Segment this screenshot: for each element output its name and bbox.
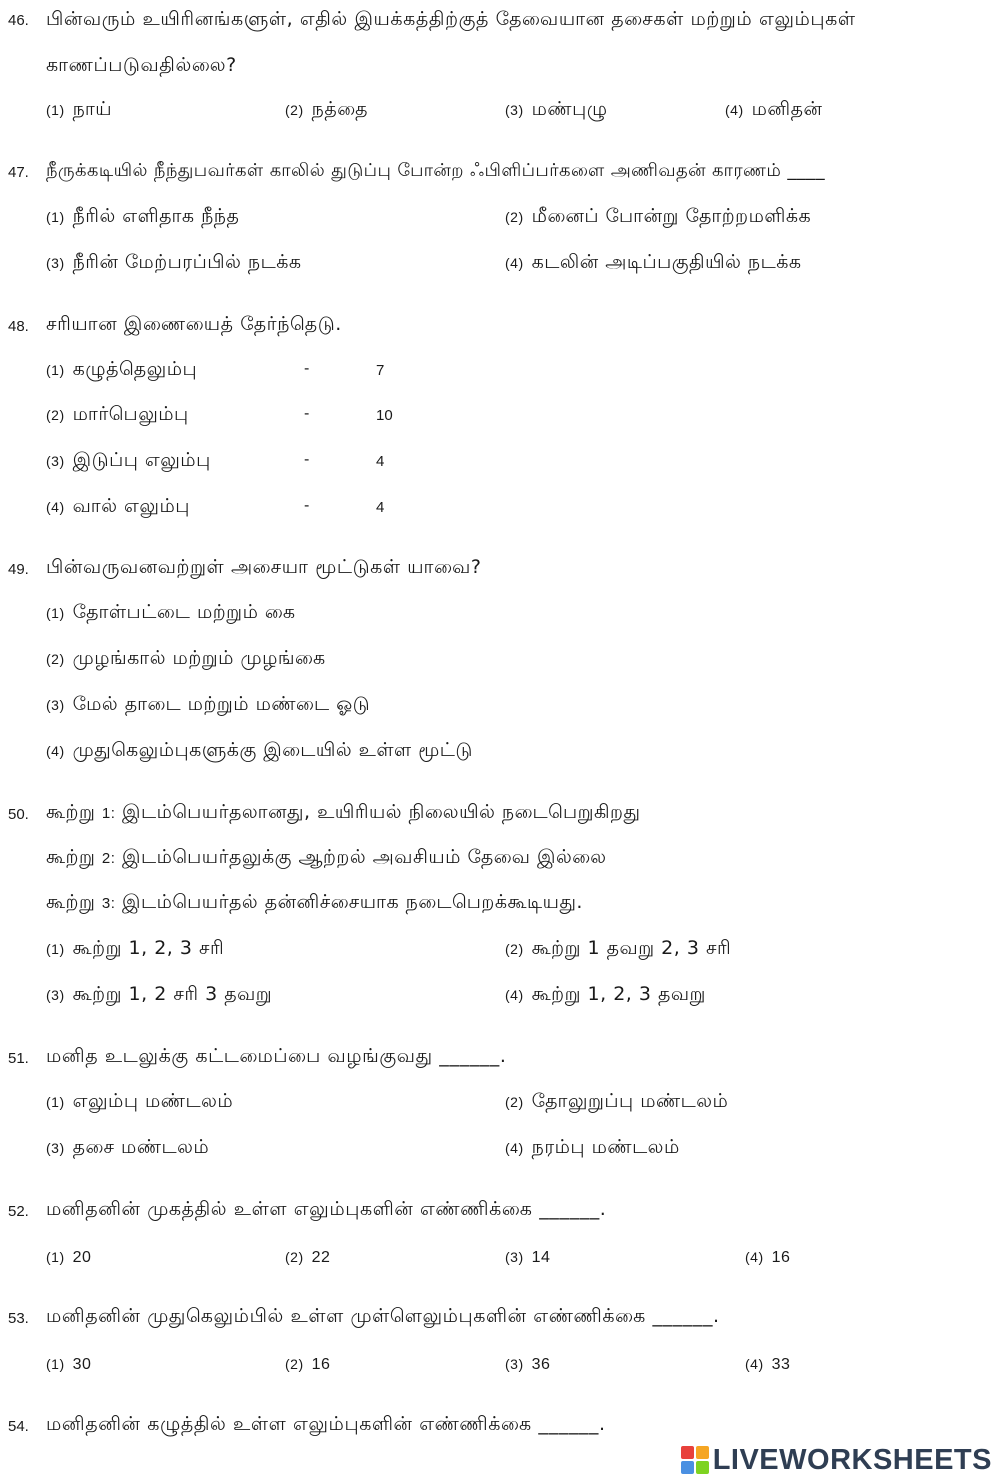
match-value: 7: [376, 362, 385, 379]
match-value: 10: [376, 407, 393, 424]
dash: -: [304, 360, 310, 377]
option: (4) 16: [745, 1249, 791, 1266]
option: (3) மண்புழு: [505, 98, 608, 120]
question-number: 54.: [8, 1418, 29, 1435]
option: (2) தோலுறுப்பு மண்டலம்: [505, 1090, 729, 1112]
option: (2) கூற்று 1 தவறு 2, 3 சரி: [505, 937, 732, 959]
option: (1) எலும்பு மண்டலம்: [46, 1090, 234, 1112]
option: (4) நரம்பு மண்டலம்: [505, 1136, 680, 1158]
option: (3) மேல் தாடை மற்றும் மண்டை ஓடு: [46, 693, 371, 715]
question-stem: சரியான இணையைத் தேர்ந்தெடு.: [46, 313, 342, 335]
question-number: 46.: [8, 12, 29, 29]
question-stem: மனிதனின் முதுகெலும்பில் உள்ள முள்ளெலும்புகளின் எண்ணிக்கை ______.: [46, 1305, 720, 1327]
logo-square-green: [696, 1461, 709, 1474]
option: (2) 16: [285, 1356, 331, 1373]
option: (2) நத்தை: [285, 98, 369, 120]
option: (4) மனிதன்: [725, 98, 823, 120]
option: (3) நீரின் மேற்பரப்பில் நடக்க: [46, 251, 302, 273]
option: (4) கூற்று 1, 2, 3 தவறு: [505, 983, 706, 1005]
logo-mark-icon: [681, 1446, 709, 1474]
match-value: 4: [376, 499, 385, 516]
question-stem-continued: காணப்படுவதில்லை?: [46, 54, 237, 76]
option: (1) 30: [46, 1356, 92, 1373]
question-number: 51.: [8, 1050, 29, 1067]
option: (3) 36: [505, 1356, 551, 1373]
option: (1) கூற்று 1, 2, 3 சரி: [46, 937, 225, 959]
option: (4) முதுகெலும்புகளுக்கு இடையில் உள்ள மூட்டு: [46, 739, 473, 761]
logo-text: LIVEWORKSHEETS: [712, 1443, 992, 1476]
option: (3) கூற்று 1, 2 சரி 3 தவறு: [46, 983, 273, 1005]
option: (1) நாய்: [46, 98, 113, 120]
match-value: 4: [376, 453, 385, 470]
option: (4) கடலின் அடிப்பகுதியில் நடக்க: [505, 251, 802, 273]
question-number: 53.: [8, 1310, 29, 1327]
option: (3) 14: [505, 1249, 551, 1266]
option: (2) மீனைப் போன்று தோற்றமளிக்க: [505, 205, 812, 227]
question-stem: மனித உடலுக்கு கட்டமைப்பை வழங்குவது ______.: [46, 1045, 507, 1067]
option: (1) தோள்பட்டை மற்றும் கை: [46, 601, 296, 623]
option: (1) 20: [46, 1249, 92, 1266]
option: (1) நீரில் எளிதாக நீந்த: [46, 205, 240, 227]
logo-square-blue: [681, 1461, 694, 1474]
question-number: 50.: [8, 806, 29, 823]
liveworksheets-logo: [681, 1443, 992, 1477]
option: (4) 33: [745, 1356, 791, 1373]
logo-square-red: [681, 1446, 694, 1459]
question-number: 52.: [8, 1203, 29, 1220]
question-number: 47.: [8, 164, 29, 181]
dash: -: [304, 451, 310, 468]
statement: கூற்று 1: இடம்பெயர்தலானது, உயிரியல் நிலையில் நடைபெறுகிறது: [46, 801, 641, 823]
dash: -: [304, 497, 310, 514]
question-number: 49.: [8, 561, 29, 578]
statement: கூற்று 2: இடம்பெயர்தலுக்கு ஆற்றல் அவசியம் தேவை இல்லை: [46, 846, 607, 868]
option: (4) வால் எலும்பு: [46, 495, 190, 517]
question-stem: பின்வருவனவற்றுள் அசையா மூட்டுகள் யாவை?: [46, 556, 482, 578]
option: (3) இடுப்பு எலும்பு: [46, 449, 211, 471]
question-number: 48.: [8, 318, 29, 335]
option: (1) கழுத்தெலும்பு: [46, 358, 198, 380]
dash: -: [304, 405, 310, 422]
question-stem: பின்வரும் உயிரினங்களுள், எதில் இயக்கத்திற்குத் தேவையான தசைகள் மற்றும் எலும்புகள்: [46, 8, 856, 30]
option: (2) முழங்கால் மற்றும் முழங்கை: [46, 647, 326, 669]
option: (3) தசை மண்டலம்: [46, 1136, 210, 1158]
question-stem: மனிதனின் கழுத்தில் உள்ள எலும்புகளின் எண்ணிக்கை ______.: [46, 1413, 606, 1435]
logo-square-orange: [696, 1446, 709, 1459]
question-stem: மனிதனின் முகத்தில் உள்ள எலும்புகளின் எண்ணிக்கை ______.: [46, 1198, 607, 1220]
option: (2) 22: [285, 1249, 331, 1266]
question-stem: நீருக்கடியில் நீந்துபவர்கள் காலில் துடுப்பு போன்ற ஃபிளிப்பர்களை அணிவதன் காரணம் ____: [46, 160, 825, 181]
option: (2) மார்பெலும்பு: [46, 403, 189, 425]
statement: கூற்று 3: இடம்பெயர்தல் தன்னிச்சையாக நடைபெறக்கூடியது.: [46, 891, 583, 913]
